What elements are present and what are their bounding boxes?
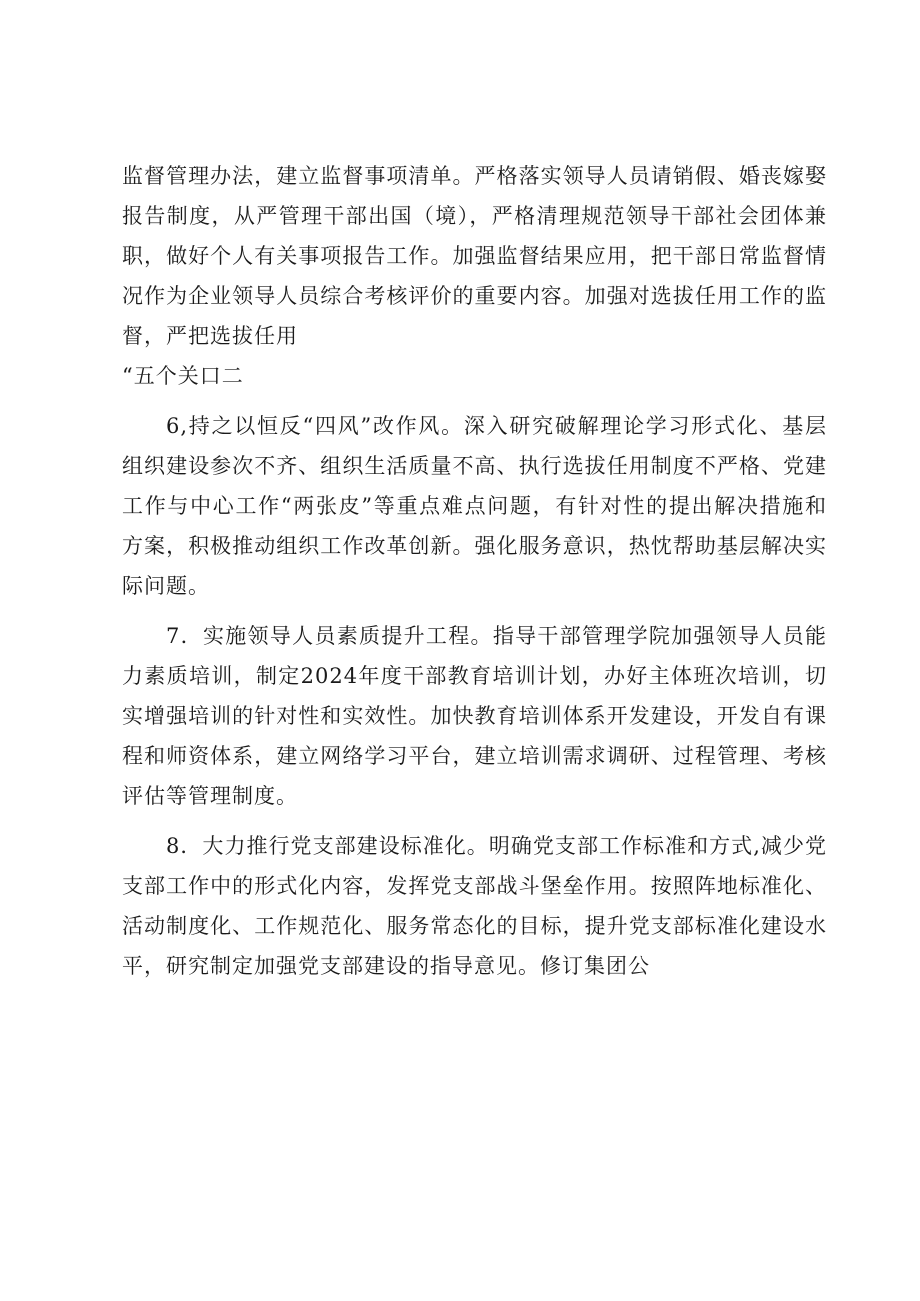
- document-body: [122, 156, 827, 986]
- paragraph-item-8: 8．大力推行党支部建设标准化。明确党支部工作标准和方式,减少党支部工作中的形式化内容，发挥党支部战斗堡垒作用。按照阵地标准化、活动制度化、工作规范化、服务常态化的目标，提升党支部标准化建设水平，研究制定加强党支部建设的指导意见。修订集团公: [122, 834, 827, 978]
- paragraph-supervision: 监督管理办法，建立监督事项清单。严格落实领导人员请销假、婚丧嫁娶报告制度，从严管理干部出国（境），严格清理规范领导干部社会团体兼职，做好个人有关事项报告工作。加强监督结果应用，把干部日常监督情况作为企业领导人员综合考核评价的重要内容。加强对选拔任用工作的监督，严把选拔任用: [122, 164, 827, 348]
- paragraph-item-6: 6,持之以恒反“四风”改作风。深入研究破解理论学习形式化、基层组织建设参次不齐、组织生活质量不高、执行选拔任用制度不严格、党建工作与中心工作“两张皮”等重点难点问题，有针对性的提出解决措施和方案，积极推动组织工作改革创新。强化服务意识，热忱帮助基层解决实际问题。: [122, 414, 827, 598]
- paragraph-item-7: 7．实施领导人员素质提升工程。指导干部管理学院加强领导人员能力素质培训，制定2024年度干部教育培训计划，办好主体班次培训，切实增强培训的针对性和实效性。加快教育培训体系开发建设，开发自有课程和师资体系，建立网络学习平台，建立培训需求调研、过程管理、考核评估等管理制度。: [122, 624, 827, 808]
- paragraph-five-checkpoints: “五个关口二: [122, 364, 244, 388]
